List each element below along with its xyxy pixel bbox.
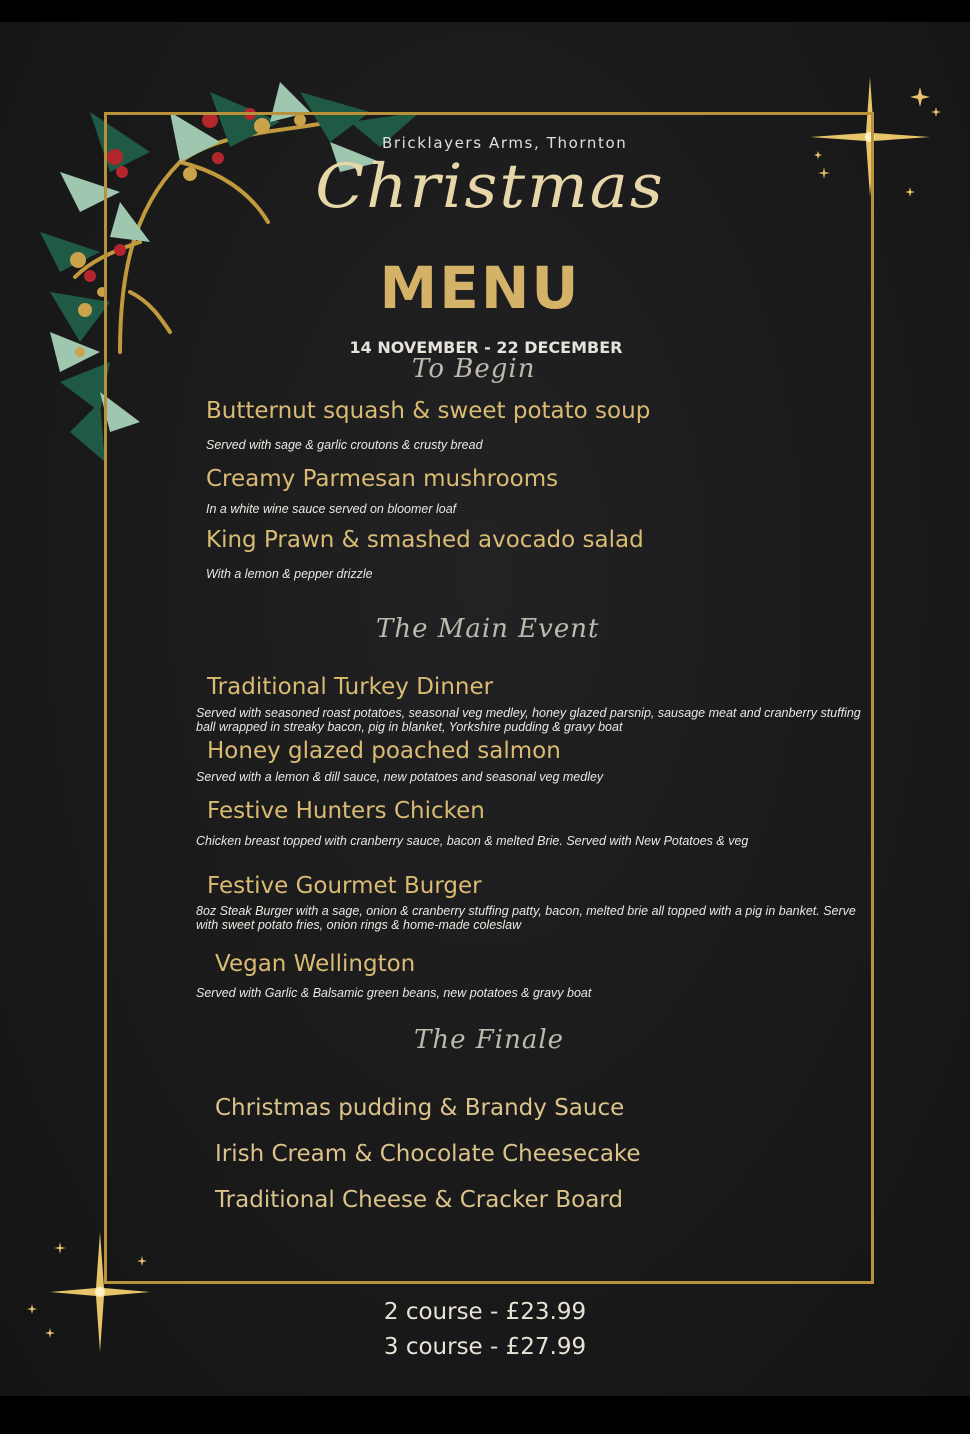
dessert-item: Traditional Cheese & Cracker Board [215, 1187, 623, 1213]
dish-name: Creamy Parmesan mushrooms [206, 466, 559, 492]
dish-description: 8oz Steak Burger with a sage, onion & cranberry stuffing patty, bacon, melted brie all topped with a pig in banket. Serve with sweet potato fries, onion rings & home-made coleslaw [196, 904, 856, 932]
script-title: Christmas [315, 151, 665, 223]
price-three-course: 3 course - £27.99 [383, 1334, 587, 1360]
venue-name: Bricklayers Arms, Thornton [382, 134, 628, 152]
dish-description: Chicken breast topped with cranberry sauce, bacon & melted Brie. Served with New Potatoes & veg [196, 834, 749, 848]
dish-description: In a white wine sauce served on bloomer loaf [206, 502, 457, 516]
dish-name: King Prawn & smashed avocado salad [206, 527, 644, 553]
dish-description: Served with a lemon & dill sauce, new potatoes and seasonal veg medley [196, 770, 604, 784]
dish-name: Festive Gourmet Burger [207, 873, 482, 899]
dish-description: Served with seasoned roast potatoes, seasonal veg medley, honey glazed parsnip, sausage meat and cranberry stuffing ball wrapped in streaky bacon, pig in blanket, Yorkshire pudding & gravy boat [196, 706, 861, 734]
dish-description: Served with sage & garlic croutons & crusty bread [206, 438, 483, 452]
dish-name: Vegan Wellington [215, 951, 416, 977]
dish-name: Traditional Turkey Dinner [207, 674, 494, 700]
section-heading-desserts: The Finale [414, 1025, 565, 1055]
dish-description: Served with Garlic & Balsamic green beans, new potatoes & gravy boat [196, 986, 592, 1000]
menu-title: MENU [379, 254, 581, 322]
dish-name: Butternut squash & sweet potato soup [206, 398, 651, 424]
menu-board [0, 22, 970, 1396]
dessert-item: Christmas pudding & Brandy Sauce [215, 1095, 625, 1121]
section-heading-mains: The Main Event [376, 614, 600, 644]
menu-dates: 14 NOVEMBER - 22 DECEMBER [349, 338, 623, 357]
dish-description: With a lemon & pepper drizzle [206, 567, 373, 581]
section-heading-starters: To Begin [412, 354, 536, 384]
price-two-course: 2 course - £23.99 [383, 1299, 587, 1325]
dessert-item: Irish Cream & Chocolate Cheesecake [215, 1141, 641, 1167]
dish-name: Honey glazed poached salmon [207, 738, 561, 764]
dish-name: Festive Hunters Chicken [207, 798, 485, 824]
